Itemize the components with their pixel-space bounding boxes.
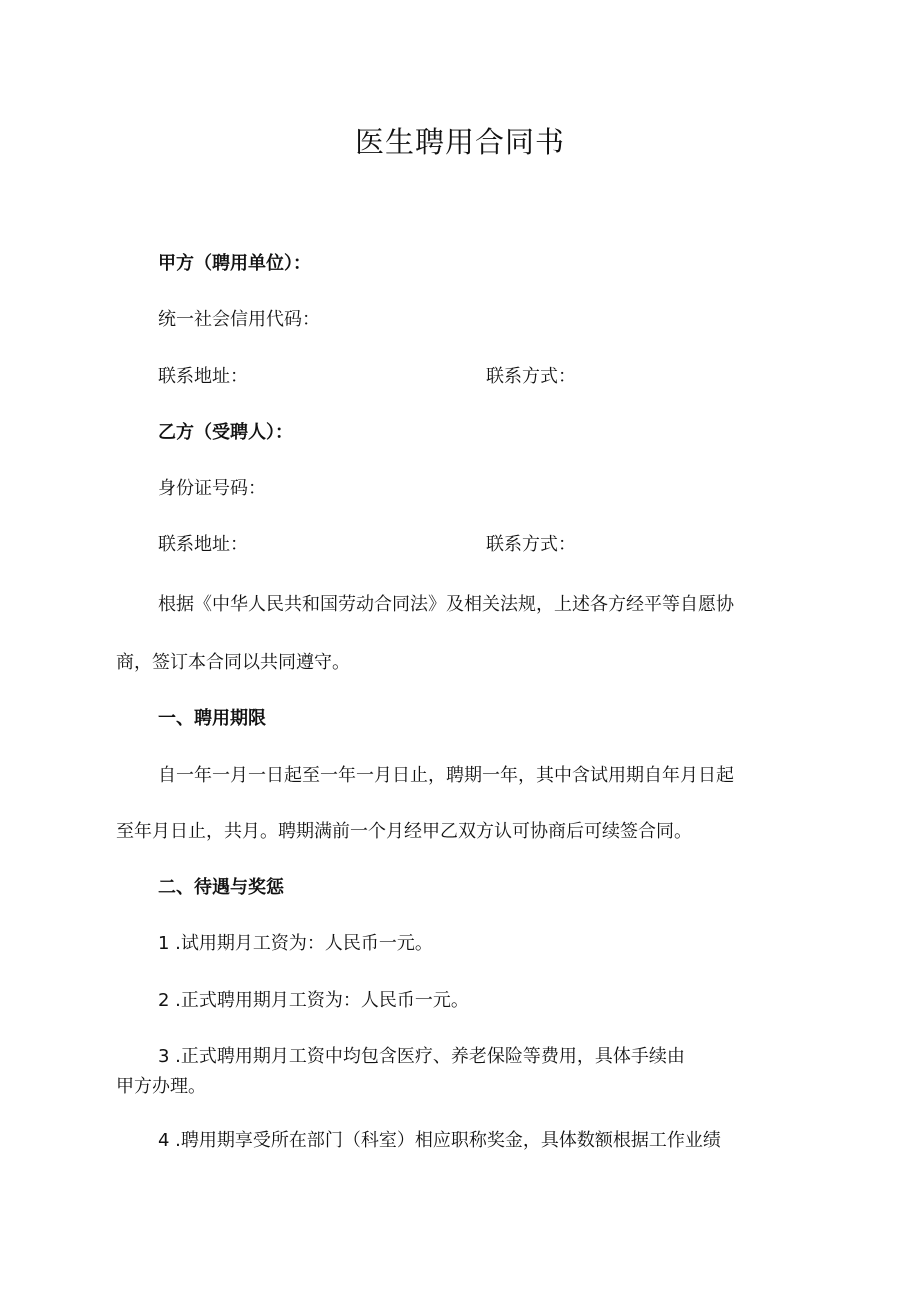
section-2-item-3-line-2: 甲方办理。 [116, 1076, 206, 1097]
party-a-label: 甲方（聘用单位）： [158, 253, 311, 274]
preamble-line-1: 根据《中华人民共和国劳动合同法》及相关法规，上述各方经平等自愿协 [158, 594, 734, 615]
section-1-line-2: 至年月日止，共月。聘期满前一个月经甲乙双方认可协商后可续签合同。 [116, 821, 692, 842]
party-b-contact-label: 联系方式： [486, 534, 576, 555]
section-1-line-1: 自一年一月一日起至一年一月日止，聘期一年，其中含试用期自年月日起 [158, 765, 734, 786]
document-title: 医生聘用合同书 [354, 125, 565, 159]
party-b-id-label: 身份证号码： [158, 478, 266, 499]
section-2-item-3-line-1: 3 .正式聘用期月工资中均包含医疗、养老保险等费用，具体手续由 [158, 1046, 685, 1067]
party-a-contact-label: 联系方式： [486, 366, 576, 387]
party-b-address-label: 联系地址： [158, 534, 248, 555]
party-a-credit-code-label: 统一社会信用代码： [158, 309, 320, 330]
party-a-address-label: 联系地址： [158, 366, 248, 387]
section-2-heading: 二、待遇与奖惩 [158, 877, 284, 898]
party-b-label: 乙方（受聘人）： [158, 422, 293, 443]
section-2-item-1: 1 .试用期月工资为：人民币一元。 [158, 933, 433, 954]
section-1-heading: 一、聘用期限 [158, 708, 266, 729]
section-2-item-4-line-1: 4 .聘用期享受所在部门（科室）相应职称奖金，具体数额根据工作业绩 [158, 1130, 721, 1151]
section-2-item-2: 2 .正式聘用期月工资为：人民币一元。 [158, 990, 469, 1011]
preamble-line-2: 商，签订本合同以共同遵守。 [116, 652, 350, 673]
